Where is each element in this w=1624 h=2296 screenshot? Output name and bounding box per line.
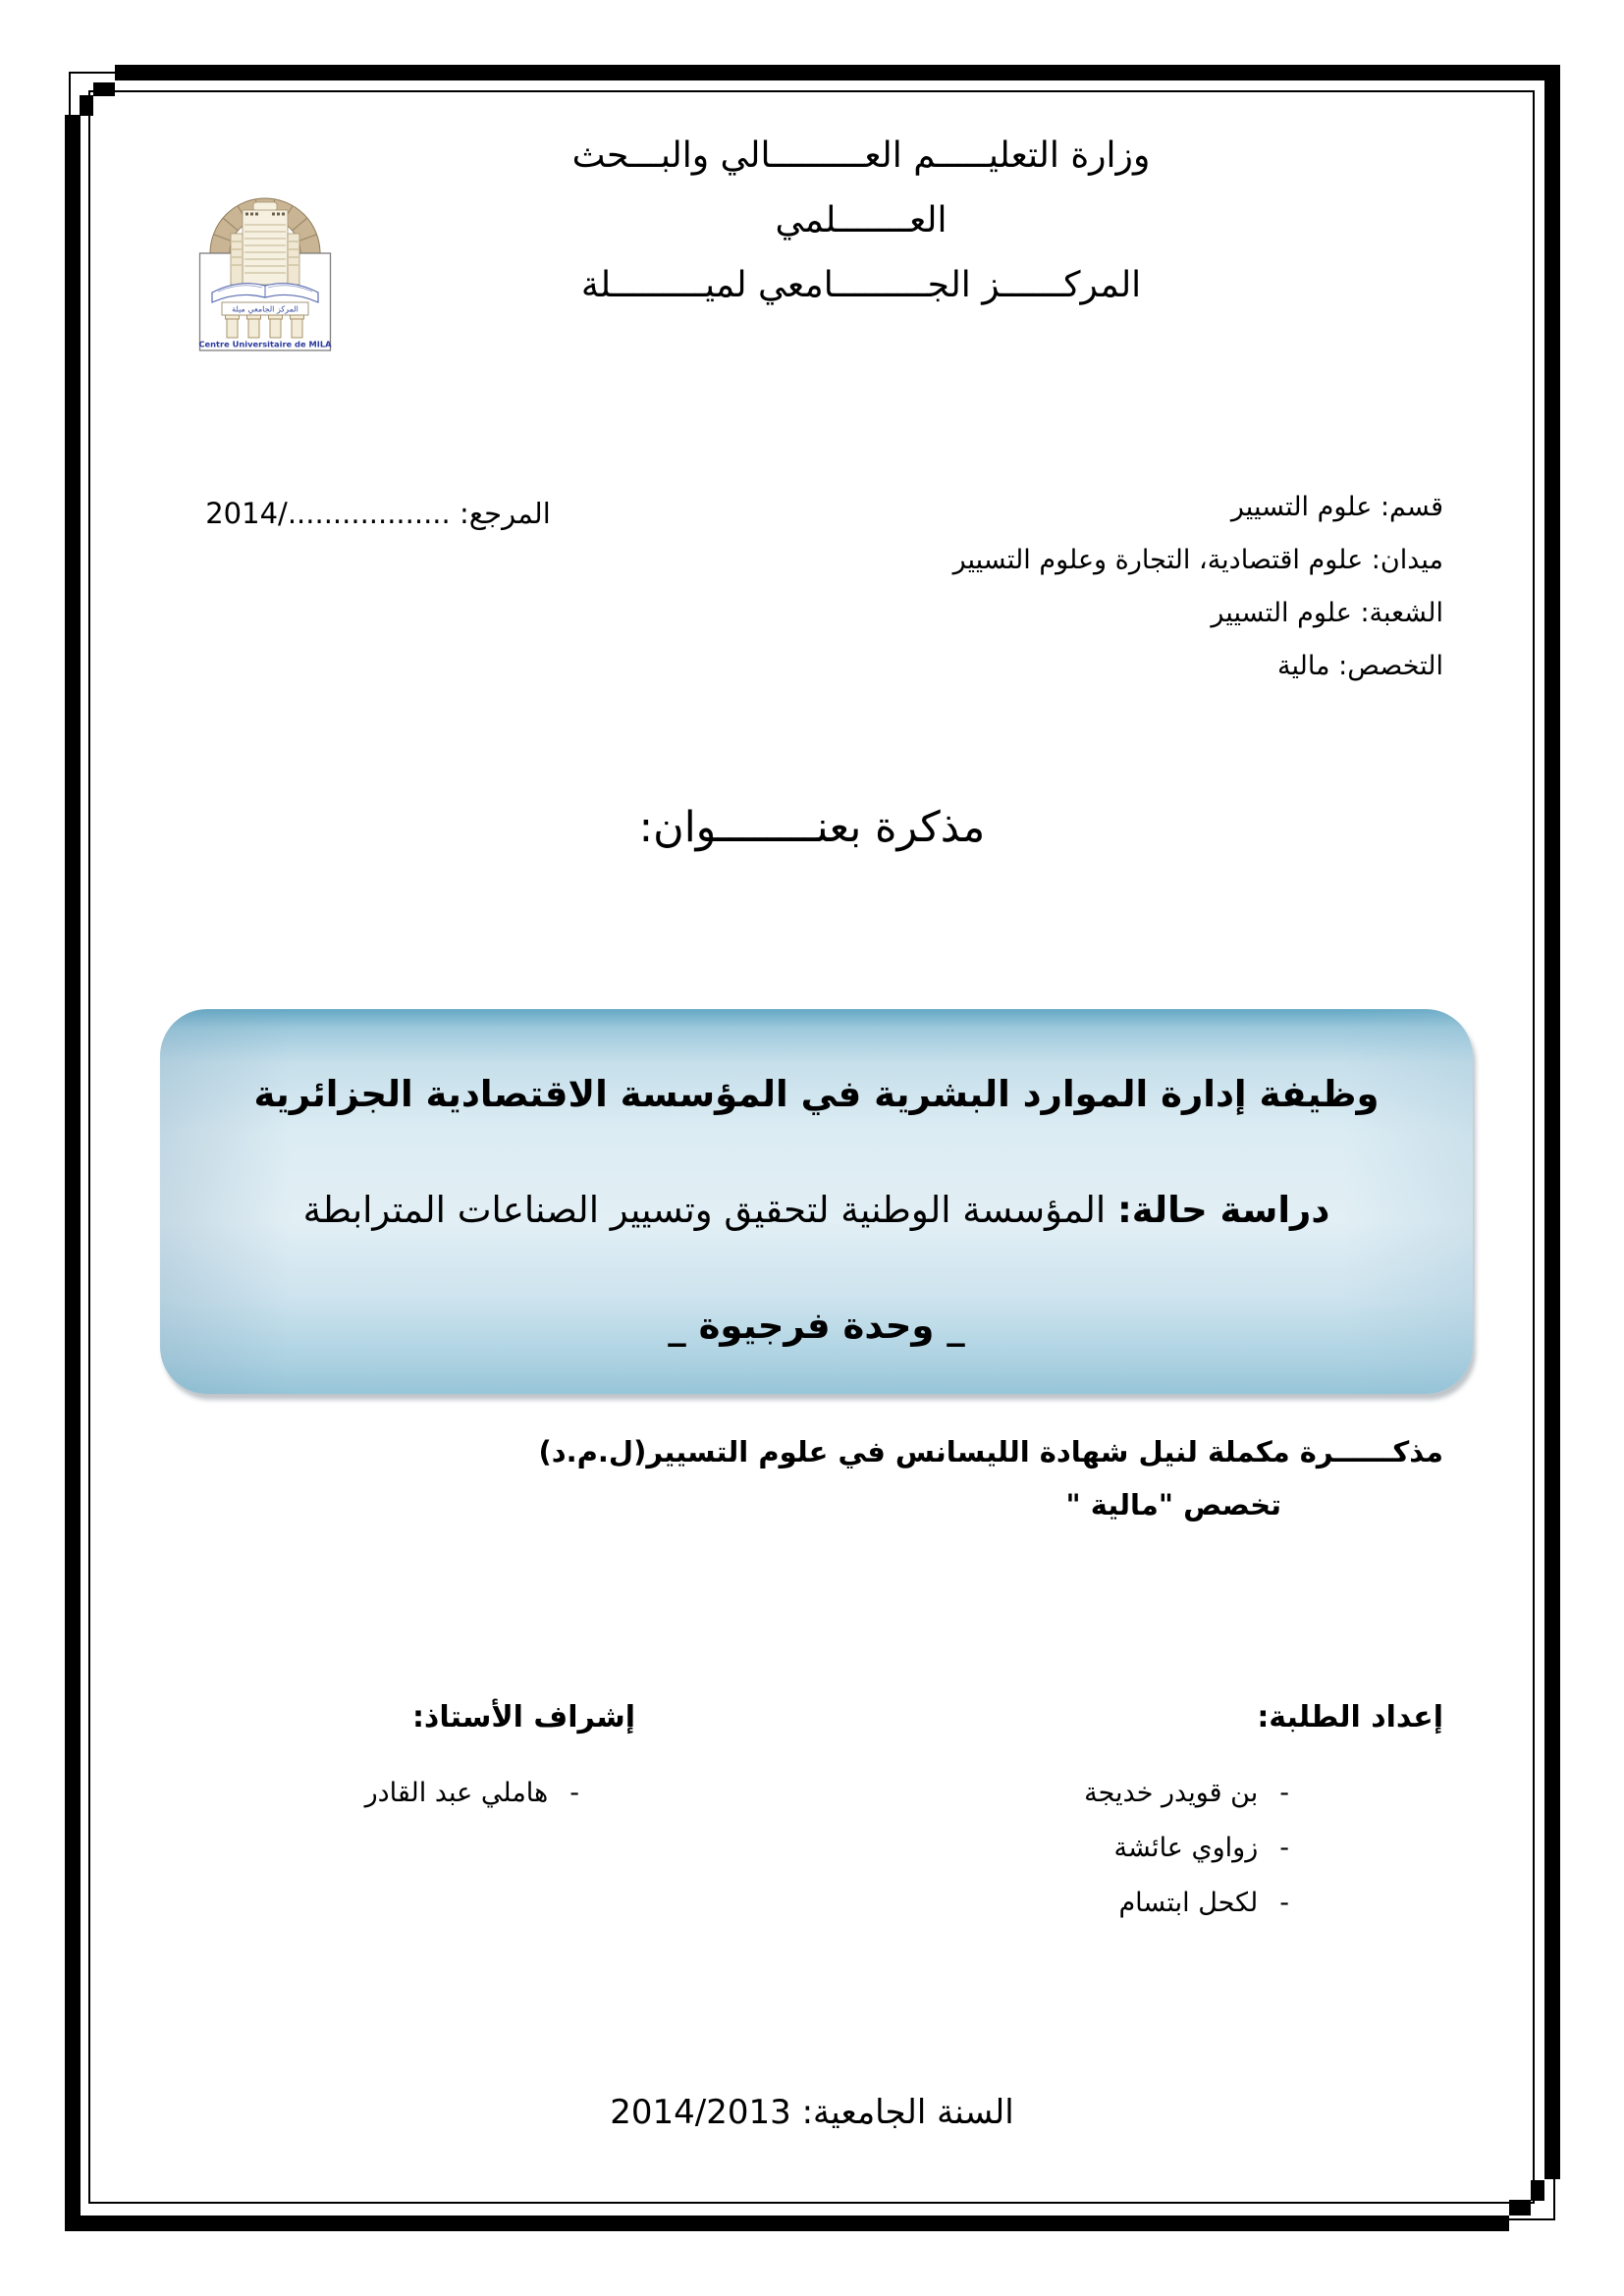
thesis-title-line-1: وظيفة إدارة الموارد البشرية في المؤسسة الاقتصادية الجزائرية <box>253 1073 1380 1115</box>
ministry-line-2: العـــــــلمي <box>775 200 947 240</box>
frame-corner-step <box>1531 2180 1544 2201</box>
supervisor-label: إشراف الأستاذ: <box>411 1700 635 1735</box>
degree-statement <box>538 1425 1443 1531</box>
degree-line-1: مذكــــــرة مكملة لنيل شهادة الليسانس في علوم التسيير(ل.م.د) <box>538 1435 1443 1468</box>
thesis-title-box <box>160 1009 1473 1394</box>
thesis-title-line-2 <box>160 1152 1473 1268</box>
student-row <box>1084 1876 1289 1931</box>
frame-band-left <box>65 115 81 2231</box>
frame-band-top <box>115 65 1560 80</box>
reference-number: المرجع: ................../2014 <box>205 497 551 530</box>
academic-year: السنة الجامعية: 2014/2013 <box>610 2093 1014 2132</box>
students-section <box>1084 1700 1443 1931</box>
student-row <box>1084 1766 1289 1821</box>
info-specialty: التخصص: مالية <box>1276 651 1443 681</box>
info-branch: الشعبة: علوم التسيير <box>1211 598 1443 628</box>
logo-caption: Centre Universitaire de MILA <box>198 339 332 349</box>
info-field: ميدان: علوم اقتصادية، التجارة وعلوم التسيير <box>952 545 1443 575</box>
supervisor-section <box>365 1700 635 1821</box>
frame-corner-step <box>1509 2200 1531 2216</box>
dash-bullet: - <box>569 1778 579 1808</box>
ministry-line-1: وزارة التعليـــــم العـــــــــالي والبـــحث <box>571 135 1151 176</box>
frame-corner-step <box>93 82 115 96</box>
supervisor-row <box>365 1766 579 1821</box>
department-info <box>953 481 1443 693</box>
case-study-text: المؤسسة الوطنية لتحقيق وتسيير الصناعات المترابطة <box>302 1189 1117 1231</box>
dash-bullet: - <box>1279 1833 1289 1863</box>
dash-bullet: - <box>1279 1888 1289 1918</box>
student-row <box>1084 1821 1289 1876</box>
frame-corner-step <box>80 95 93 116</box>
students-list <box>1084 1766 1289 1931</box>
frame-band-bottom <box>65 2216 1509 2231</box>
supervisor-list <box>365 1766 579 1821</box>
info-department: قسم: علوم التسيير <box>1230 492 1443 522</box>
frame-band-right <box>1544 65 1560 2179</box>
student-name: لكحل ابتسام <box>1118 1888 1259 1918</box>
students-label: إعداد الطلبة: <box>1257 1700 1443 1735</box>
degree-line-2: تخصص "مالية " <box>1065 1488 1281 1522</box>
ministry-header <box>157 124 1565 318</box>
thesis-title-line-3: _ وحدة فرجيوة _ <box>668 1305 965 1347</box>
memo-heading: مذكرة بعنــــــــوان: <box>638 803 986 852</box>
case-study-label: دراسة حالة: <box>1116 1189 1330 1231</box>
student-name: بن قويدر خديجة <box>1084 1778 1259 1808</box>
dash-bullet: - <box>1279 1778 1289 1808</box>
student-name: زواوي عائشة <box>1113 1833 1259 1863</box>
logo-banner-text: المركز الجامعي ميلة <box>232 304 298 314</box>
supervisor-name: هاملي عبد القادر <box>364 1778 549 1808</box>
university-name: المركــــــز الجـــــــــامعي لميـــــــــلة <box>580 265 1142 305</box>
